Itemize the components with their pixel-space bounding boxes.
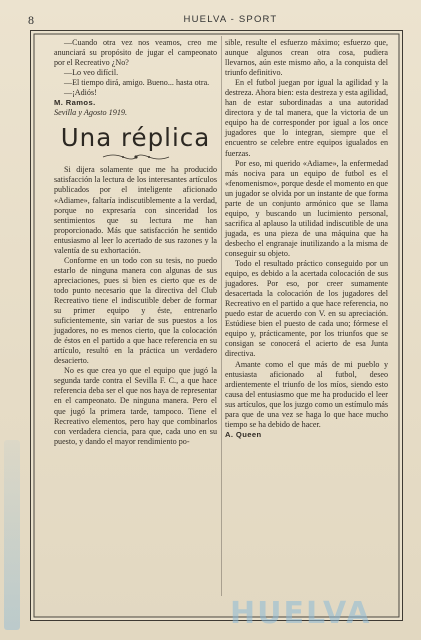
author-signature: A. Queen	[225, 429, 262, 439]
dialogue-line: —Lo veo difícil.	[64, 68, 119, 78]
article-paragraph: Amante como el que más de mi pueblo y entusiasta aficionado al futbol, deseo ardientemente el triunfo de los míos, siendo esto causa del entusiasmo que me ha producido el leer sus artículos, que los juzgo como un estímulo más para que de una vez se haga lo que hace mucho tiempo se ha debido de hacer.	[225, 359, 388, 429]
article-paragraph: Conforme en un todo con su tesis, no puedo estarlo de ninguna manera con algunas de sus apreciaciones, pues si bien es cierto que es de todo punto necesario que la directiva del Club Recreativo tiene el indiscutible deber de formar su primer equipo y éste, entrenarlo suficientemente, sin variar de sus puestos a los jugadores, no es menos cierto, que la colocación de éstos en el partido a que hace referencia en su artículo, resultó en la práctica un verdadero desacierto.	[54, 255, 217, 366]
column-divider	[221, 36, 222, 596]
article-paragraph: En el futbol juegan por igual la agilidad y la destreza. Ahora bien: esta destreza y esta agilidad, han de estar subordinadas a una autoridad directora y de tal manera, que la victoria de un equipo ha de corresponder por igual a los once jugadores que lo integran, siempre que el encuentro se celebre entre equipos igualados en fuerzas.	[225, 78, 388, 158]
dateline: Sevilla y Agosto 1919.	[54, 108, 128, 118]
archive-watermark: HUELVA	[230, 596, 372, 631]
article-paragraph: Todo el resultado práctico conseguido por un equipo, es debido a la acertada colocación de sus jugadores. Por eso, por creer sumamente desacertada la colocación de los jugadores del Recreativo en el partido a que hace referencia, no puedo estar de acuerdo con V. en su apreciación. Estúdiese bien el puesto de cada uno; fórmese el equipo y, prácticamente, por los triunfos que se consigan se conocerá el acierto de esa Junta directiva.	[225, 259, 388, 359]
left-column	[54, 38, 217, 447]
right-column	[225, 38, 388, 440]
ornament-divider	[101, 153, 171, 161]
running-title: HUELVA - SPORT	[183, 14, 278, 25]
article-paragraph: Si dijera solamente que me ha producido satisfacción la lectura de los interesantes artículos publicados por el inteligente aficionado «Adiame», faltaría indiscutiblemente a la verdad, porque no expresaría con sinceridad los sentimientos que su lectura me han proporcionado. Más que satisfacción he sentido entusiasmo al leer lo acertado de sus razones y la valentía de su exhortación.	[54, 165, 217, 255]
article-title: Una réplica	[60, 123, 211, 153]
archive-stamp-strip	[4, 440, 20, 630]
article-paragraph: sible, resulte el esfuerzo máximo; esfuerzo que, aunque algunos crean otra cosa, pudiera llevarnos, aún este mismo año, a la conquista del triunfo definitivo.	[225, 38, 388, 78]
dialogue-line: —¡Adiós!	[64, 88, 97, 98]
article-paragraph: Por eso, mi querido «Adiame», la enfermedad más nociva para un equipo de futbol es el «fenomenismo», porque desde el momento en que un jugador se olvida por un instante de que forma parte de un conjunto armónico que se llama equipo, y buscando un lucimiento personal, sacrifica al aplauso la utilidad indiscutible de una jugada, es una pieza de una máquina que ha desbecho el engranaje inutilizando a la misma de conseguir su objeto.	[225, 158, 388, 258]
article-paragraph: No es que crea yo que el equipo que jugó la segunda tarde contra el Sevilla F. C., a que hace referencia deba ser el que nos haya de representar en el campeonato. De ninguna manera. Pero el que jugó la primera tarde, tampoco. Tiene el Recreativo elementos, pero hay que combinarlos con verdadera ciencia, para que, cada uno en su puesto, y dando el mayor rendimiento po-	[54, 366, 217, 446]
dialogue-line: —El tiempo dirá, amigo. Bueno... hasta otra.	[64, 78, 210, 88]
author-signature: M. Ramos.	[54, 98, 96, 108]
page-number: 8	[28, 13, 34, 27]
dialogue-line: —Cuando otra vez nos veamos, creo me anunciará su propósito de jugar el campeonato por el Recreativo ¿No?	[54, 38, 217, 68]
